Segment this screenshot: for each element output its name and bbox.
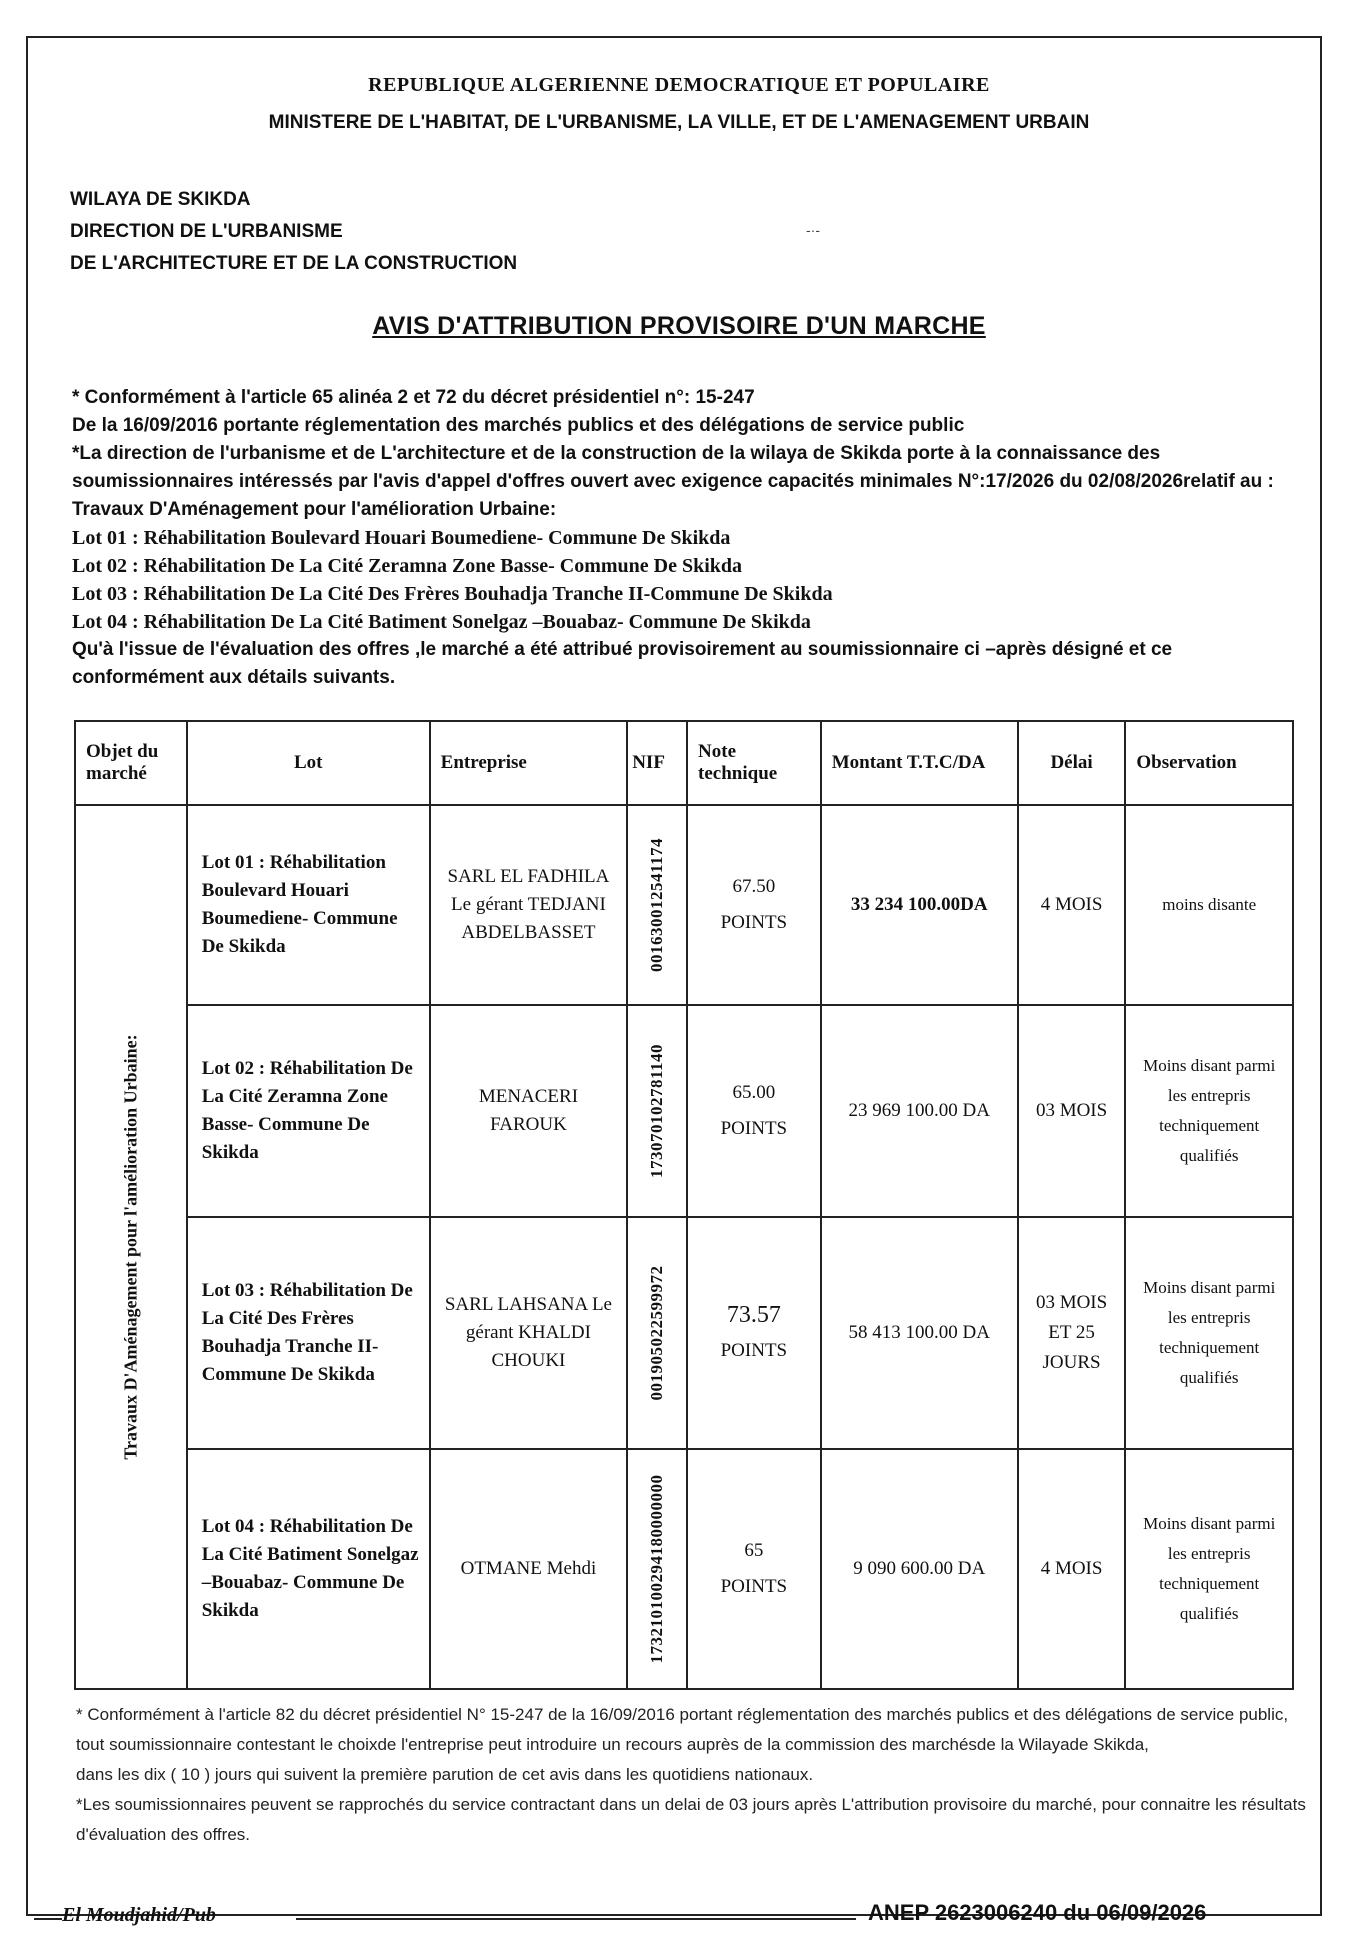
lot-line: Lot 02 : Réhabilitation De La Cité Zeramna Zone Basse- Commune De Skikda bbox=[72, 555, 743, 577]
note-cell bbox=[687, 805, 821, 1005]
footer-paragraph: *Les soumissionnaires peuvent se rapprochés du service contractant dans un delai de 03 jours après L'attribution provisoire du marché, pour connaitre les résultats d'évaluation des offres. bbox=[76, 1795, 1306, 1844]
nif-text: 173070102781140 bbox=[647, 1043, 667, 1179]
entreprise-cell: MENACERI FAROUK bbox=[430, 1005, 628, 1217]
attribution-table bbox=[74, 720, 1294, 1690]
intro-paragraph: * Conformément à l'article 65 alinéa 2 et 72 du décret présidentiel n°: 15-247 bbox=[72, 387, 755, 408]
nif-cell bbox=[627, 805, 687, 1005]
nif-text: 173210100294180000000 bbox=[647, 1474, 667, 1664]
intro-paragraph: Qu'à l'issue de l'évaluation des offres ,le marché a été attribué provisoirement au soumissionnaire ci –après désigné et ce conformément aux détails suivants. bbox=[72, 639, 1173, 688]
montant-cell: 9 090 600.00 DA bbox=[821, 1449, 1018, 1689]
authority-line: WILAYA DE SKIKDA bbox=[70, 189, 251, 210]
montant-cell: 33 234 100.00DA bbox=[821, 805, 1018, 1005]
note-cell bbox=[687, 1449, 821, 1689]
header-entreprise: Entreprise bbox=[430, 721, 628, 805]
note-unit: POINTS bbox=[720, 1340, 788, 1361]
lot-cell: Lot 01 : Réhabilitation Boulevard Houari Boumediene- Commune De Skikda bbox=[187, 805, 430, 1005]
recourse-notice bbox=[76, 1700, 1306, 1850]
delai-cell: 4 MOIS bbox=[1018, 805, 1126, 1005]
table-row bbox=[75, 1449, 1293, 1689]
authority-line: DIRECTION DE L'URBANISME bbox=[70, 221, 343, 242]
nif-text: 001905022599972 bbox=[647, 1265, 667, 1401]
lot-line: Lot 01 : Réhabilitation Boulevard Houari Boumediene- Commune De Skikda bbox=[72, 527, 731, 549]
objet-cell bbox=[75, 805, 187, 1689]
observation-cell: Moins disant parmi les entrepris techniquement qualifiés bbox=[1125, 1005, 1293, 1217]
entreprise-cell: OTMANE Mehdi bbox=[430, 1449, 628, 1689]
republic-heading: REPUBLIQUE ALGERIENNE DEMOCRATIQUE ET POPULAIRE bbox=[368, 74, 990, 96]
header-objet: Objet du marché bbox=[75, 721, 187, 805]
nif-text: 001630012541174 bbox=[647, 837, 667, 973]
note-unit: POINTS bbox=[720, 912, 788, 933]
issuing-authority bbox=[70, 184, 517, 280]
lot-line: Lot 04 : Réhabilitation De La Cité Batiment Sonelgaz –Bouabaz- Commune De Skikda bbox=[72, 611, 811, 633]
note-unit: POINTS bbox=[720, 1576, 788, 1597]
nif-cell bbox=[627, 1005, 687, 1217]
observation-cell: Moins disant parmi les entrepris techniquement qualifiés bbox=[1125, 1217, 1293, 1449]
nif-cell bbox=[627, 1449, 687, 1689]
table-row bbox=[75, 1217, 1293, 1449]
ministry-heading: MINISTERE DE L'HABITAT, DE L'URBANISME, LA VILLE, ET DE L'AMENAGEMENT URBAIN bbox=[268, 112, 1090, 133]
header-lot: Lot bbox=[187, 721, 430, 805]
delai-cell: 03 MOIS ET 25 JOURS bbox=[1018, 1217, 1126, 1449]
footer-paragraph: dans les dix ( 10 ) jours qui suivent la première parution de cet avis dans les quotidiens nationaux. bbox=[76, 1765, 814, 1784]
montant-cell: 58 413 100.00 DA bbox=[821, 1217, 1018, 1449]
lot-cell: Lot 03 : Réhabilitation De La Cité Des Frères Bouhadja Tranche II-Commune De Skikda bbox=[187, 1217, 430, 1449]
note-cell bbox=[687, 1005, 821, 1217]
entreprise-cell: SARL EL FADHILA Le gérant TEDJANI ABDELBASSET bbox=[430, 805, 628, 1005]
publication-signature: El Moudjahid/Pub bbox=[62, 1904, 216, 1926]
note-value: 65 bbox=[744, 1540, 764, 1561]
lot-cell: Lot 02 : Réhabilitation De La Cité Zeramna Zone Basse- Commune De Skikda bbox=[187, 1005, 430, 1217]
observation-cell: moins disante bbox=[1125, 805, 1293, 1005]
lot-line: Lot 03 : Réhabilitation De La Cité Des Frères Bouhadja Tranche II-Commune De Skikda bbox=[72, 583, 833, 605]
authority-line: DE L'ARCHITECTURE ET DE LA CONSTRUCTION bbox=[70, 253, 518, 274]
lot-list bbox=[72, 524, 1282, 636]
header-montant: Montant T.T.C/DA bbox=[821, 721, 1018, 805]
note-cell bbox=[687, 1217, 821, 1449]
header-observation: Observation bbox=[1125, 721, 1293, 805]
anep-reference: ANEP 2623006240 du 06/09/2026 bbox=[868, 1900, 1207, 1925]
notice-title: AVIS D'ATTRIBUTION PROVISOIRE D'UN MARCHE bbox=[372, 312, 986, 340]
footer-paragraph: * Conformément à l'article 82 du décret présidentiel N° 15-247 de la 16/09/2016 portant réglementation des marchés publics et des délégations de service public, tout soumissionnaire contestant le choixde l'entreprise peut introduire un recours auprès de la commission des marchésde la Wilayade Skikda, bbox=[76, 1705, 1289, 1754]
header-nif: NIF bbox=[627, 721, 687, 805]
entreprise-cell: SARL LAHSANA Le gérant KHALDI CHOUKI bbox=[430, 1217, 628, 1449]
intro-paragraph: De la 16/09/2016 portante réglementation des marchés publics et des délégations de service public bbox=[72, 415, 965, 436]
objet-text: Travaux D'Aménagement pour l'amélioration Urbaine: bbox=[120, 1034, 141, 1460]
intro-paragraph: *La direction de l'urbanisme et de L'architecture et de la construction de la wilaya de Skikda porte à la connaissance des soumissionnaires intéressés par l'avis d'appel d'offres ouvert avec exigence capacités minimales N°:17/2026 du 02/08/2026relatif au : Travaux D'Aménagement pour l'amélioration Urbaine: bbox=[72, 443, 1274, 520]
montant-cell: 23 969 100.00 DA bbox=[821, 1005, 1018, 1217]
delai-cell: 03 MOIS bbox=[1018, 1005, 1126, 1217]
signature-rule-right bbox=[296, 1918, 856, 1920]
table-row bbox=[75, 1005, 1293, 1217]
header-delai: Délai bbox=[1018, 721, 1126, 805]
note-unit: POINTS bbox=[720, 1118, 788, 1139]
note-value: 67.50 bbox=[732, 876, 776, 897]
scan-mark: -·- bbox=[806, 222, 820, 238]
notice-intro bbox=[72, 384, 1282, 692]
header-note: Note technique bbox=[687, 721, 821, 805]
observation-cell: Moins disant parmi les entrepris techniquement qualifiés bbox=[1125, 1449, 1293, 1689]
signature-rule-left bbox=[34, 1918, 62, 1920]
nif-cell bbox=[627, 1217, 687, 1449]
note-value: 65.00 bbox=[732, 1082, 776, 1103]
note-value: 73.57 bbox=[726, 1302, 781, 1328]
delai-cell: 4 MOIS bbox=[1018, 1449, 1126, 1689]
table-header-row bbox=[75, 721, 1293, 805]
table-row bbox=[75, 805, 1293, 1005]
lot-cell: Lot 04 : Réhabilitation De La Cité Batiment Sonelgaz –Bouabaz- Commune De Skikda bbox=[187, 1449, 430, 1689]
